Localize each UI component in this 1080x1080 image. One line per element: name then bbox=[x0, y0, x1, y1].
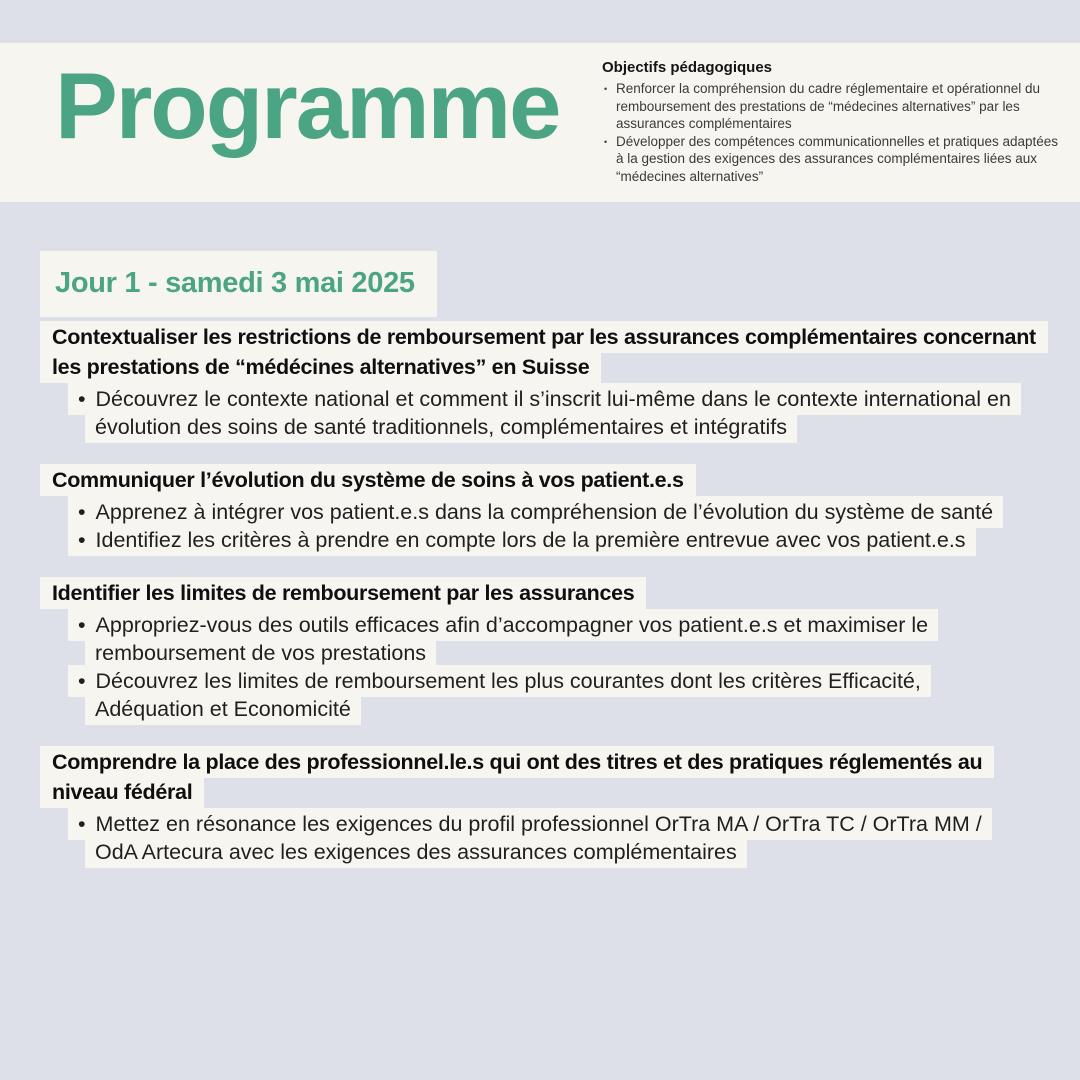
objectives-heading: Objectifs pédagogiques bbox=[602, 59, 773, 76]
bullet-text: • Mettez en résonance les exigences du profil professionnel OrTra MA / OrTra TC / OrTra MM / OdA Artecura avec les exigences des assurances complémentaires bbox=[68, 808, 992, 868]
page-title: Programme bbox=[55, 53, 560, 158]
program-section bbox=[40, 322, 1040, 441]
program-section bbox=[40, 747, 1040, 866]
section-bullets bbox=[68, 498, 1018, 554]
bullet-item bbox=[68, 498, 1018, 526]
bullet-item bbox=[68, 526, 1018, 554]
bullet-text: • Apprenez à intégrer vos patient.e.s dans la compréhension de l’évolution du système de santé bbox=[68, 496, 1003, 528]
bullet-text: • Identifiez les critères à prendre en compte lors de la première entrevue avec vos patient.e.s bbox=[68, 524, 976, 556]
day-header: Jour 1 - samedi 3 mai 2025 bbox=[40, 251, 437, 317]
bullet-text: • Découvrez les limites de remboursement les plus courantes dont les critères Efficacité, Adéquation et Economicité bbox=[68, 665, 931, 725]
objectives-item: • Renforcer la compréhension du cadre réglementaire et opérationnel du remboursement des prestations de “médecines alternatives” par les assurances complémentaires bbox=[602, 80, 1066, 133]
program-section bbox=[40, 465, 1040, 554]
bullet-item bbox=[68, 667, 1018, 723]
bullet-item bbox=[68, 611, 1018, 667]
section-heading bbox=[40, 465, 1040, 495]
program-section bbox=[40, 578, 1040, 723]
section-heading bbox=[40, 322, 1040, 382]
section-heading-text: Contextualiser les restrictions de remboursement par les assurances complémentaires concernant les prestations de “médécines alternatives” en Suisse bbox=[40, 321, 1048, 383]
objectives-item: • Développer des compétences communicationnelles et pratiques adaptées à la gestion des exigences des assurances complémentaires liées aux “médecines alternatives” bbox=[602, 133, 1066, 186]
section-heading-text: Identifier les limites de remboursement par les assurances bbox=[40, 577, 646, 609]
bullet-text: • Appropriez-vous des outils efficaces afin d’accompagner vos patient.e.s et maximiser le remboursement de vos prestations bbox=[68, 609, 938, 669]
section-heading-text: Comprendre la place des professionnel.le.s qui ont des titres et des pratiques réglementés au niveau fédéral bbox=[40, 746, 994, 808]
bullet-item bbox=[68, 385, 1018, 441]
top-strip bbox=[0, 0, 1080, 43]
section-bullets bbox=[68, 385, 1018, 441]
objectives-list bbox=[602, 80, 1066, 185]
objectives-panel bbox=[602, 43, 1080, 185]
section-heading bbox=[40, 747, 1040, 807]
section-bullets bbox=[68, 611, 1018, 723]
section-heading-text: Communiquer l’évolution du système de soins à vos patient.e.s bbox=[40, 464, 696, 496]
bullet-text: • Découvrez le contexte national et comment il s’inscrit lui-même dans le contexte international en évolution des soins de santé traditionnels, complémentaires et intégratifs bbox=[68, 383, 1021, 443]
header-band bbox=[0, 43, 1080, 202]
section-bullets bbox=[68, 810, 1018, 866]
day-program bbox=[0, 202, 1080, 866]
section-heading bbox=[40, 578, 1040, 608]
bullet-item bbox=[68, 810, 1018, 866]
